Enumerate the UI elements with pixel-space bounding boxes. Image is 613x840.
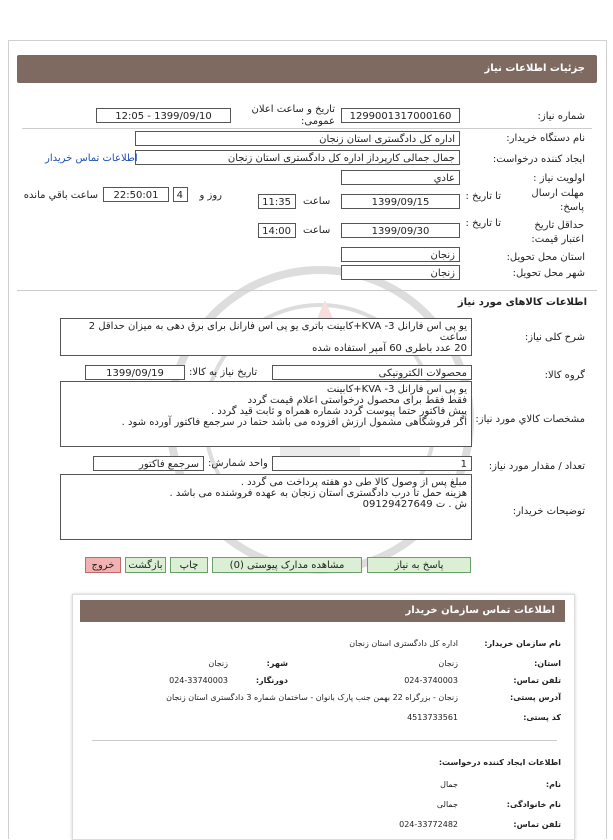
validity-until-label: تا تاریخ : [465, 218, 501, 229]
contact-fax-value: 024-33740003 [169, 676, 228, 685]
page-title: جزئیات اطلاعات نیاز [484, 63, 585, 74]
contact-org-value: اداره کل دادگستری استان زنجان [349, 639, 458, 648]
contact-postal-value: 4513733561 [407, 713, 458, 722]
validity-time-value: 14:00 [258, 223, 296, 238]
buyer-org-label: نام دستگاه خریدار: [506, 133, 585, 144]
deadline-time-label: ساعت [303, 196, 331, 207]
city-value: زنجان [341, 265, 460, 280]
divider [92, 740, 557, 741]
creator-name-value: جمال [440, 780, 458, 789]
qty-value: 1 [272, 456, 472, 471]
divider [22, 128, 592, 129]
remaining-time-value: 22:50:01 [103, 187, 169, 202]
creator-value: جمال جمالی کارپرداز اداره کل دادگستری استان زنجان [135, 150, 460, 165]
creator-label: ایجاد کننده درخواست: [492, 154, 585, 165]
page-header [17, 55, 597, 83]
deadline-time-value: 11:35 [258, 194, 296, 209]
contact-province-label: استان: [534, 659, 561, 668]
remaining-days-value: 4 [173, 187, 188, 202]
creator-name-label: نام: [545, 780, 561, 789]
contact-card [72, 594, 575, 840]
buyer-notes-label: توضیحات خریدار: [512, 506, 585, 517]
goods-section-title: اطلاعات کالاهای مورد نیاز [457, 297, 587, 308]
specs-label: مشخصات کالاي مورد نیاز: [475, 414, 585, 425]
need-date-value: 1399/09/19 [85, 365, 185, 380]
creator-phone-value: 024-33772482 [399, 820, 458, 829]
priority-value: عادي [341, 170, 460, 185]
remaining-days-label: روز و [199, 190, 222, 201]
contact-fax-label: دورنگار: [255, 676, 288, 685]
divider [17, 290, 597, 291]
deadline-label: مهلت ارسال پاسخ: [531, 188, 584, 213]
unit-value: سرجمع فاکتور [93, 456, 204, 471]
province-value: زنجان [341, 247, 460, 262]
deadline-date-value: 1399/09/15 [341, 194, 460, 209]
validity-date-value: 1399/09/30 [341, 223, 460, 238]
creator-info-title: اطلاعات ایجاد کننده درخواست: [438, 758, 561, 767]
contact-province-value: زنجان [438, 659, 458, 668]
goods-group-value: محصولات الکترونیکی [272, 365, 472, 380]
specs-text: یو پی اس فارانل 3- KVA+کابینت فقط فقط برای محصول درخواستی اعلام قیمت گردد پیش فاکتور حتما پیوست گردد شماره همراه و ثابت قید گردد . اگر فروشگاهی مشمول ارزش افزوده می باشد حتما در سرجمع فاکتور آورده شود . [60, 381, 472, 447]
unit-label: واحد شمارش: [208, 458, 268, 469]
contact-postal-label: کد پستی: [523, 713, 561, 722]
province-label: استان محل تحویل: [506, 252, 585, 263]
need-number-value: 1299001317000160 [341, 108, 460, 123]
reply-button[interactable]: پاسخ به نیاز [367, 557, 471, 573]
buyer-org-value: اداره کل دادگستری استان زنجان [135, 131, 460, 146]
remaining-time-label: ساعت باقي مانده [23, 190, 98, 201]
contact-card-title: اطلاعات تماس سازمان خریدار [405, 605, 555, 616]
contact-city-label: شهر: [266, 659, 288, 668]
buyer-contact-link[interactable]: اطلاعات تماس خریدار [45, 153, 138, 164]
need-date-label: تاریخ نیاز به کالا: [189, 367, 258, 378]
creator-family-value: جمالی [436, 800, 458, 809]
print-button[interactable]: چاپ [170, 557, 208, 573]
announce-date-value: 1399/09/10 - 12:05 [96, 108, 231, 123]
announce-date-label: تاریخ و ساعت اعلان عمومی: [251, 104, 335, 127]
deadline-until-label: تا تاریخ : [465, 191, 501, 202]
back-button[interactable]: بازگشت [125, 557, 166, 573]
validity-label: حداقل تاریخ اعتبار قیمت: [531, 220, 584, 245]
contact-phone-value: 024-3740003 [404, 676, 458, 685]
buyer-notes-text: مبلغ پس از وصول کالا طی دو هفته پرداخت می گردد . هزینه حمل تا درب دادگستری استان زنجان به عهده فروشنده می باشد . ش . ت 09129427649 [60, 474, 472, 540]
creator-phone-label: تلفن تماس: [513, 820, 561, 829]
contact-address-value: زنجان - بزرگراه 22 بهمن جنب پارک بانوان - ساختمان شماره 3 دادگستری استان زنجان [166, 693, 458, 702]
summary-text: یو پی اس فارانل 3- KVA+کابینت باتری یو پی اس فارانل برای برق دهی به میزان حداقل 2 ساعت 20 عدد باطری 60 آمپر استفاده شده [60, 318, 472, 356]
contact-card-header [80, 600, 565, 622]
contact-org-label: نام سازمان خریدار: [484, 639, 561, 648]
city-label: شهر محل تحویل: [512, 268, 585, 279]
goods-group-label: گروه کالا: [544, 370, 585, 381]
contact-phone-label: تلفن تماس: [513, 676, 561, 685]
contact-address-label: آدرس پستی: [510, 693, 561, 702]
contact-city-value: زنجان [208, 659, 228, 668]
validity-time-label: ساعت [303, 225, 331, 236]
priority-label: اولویت نیاز : [533, 173, 585, 184]
summary-label: شرح کلی نیاز: [524, 332, 585, 343]
need-number-label: شماره نیاز: [537, 111, 585, 122]
creator-family-label: نام خانوادگی: [506, 800, 561, 809]
attachments-button[interactable]: مشاهده مدارک پیوستی (0) [212, 557, 362, 573]
exit-button[interactable]: خروج [85, 557, 121, 573]
qty-label: تعداد / مقدار مورد نیاز: [488, 461, 585, 472]
